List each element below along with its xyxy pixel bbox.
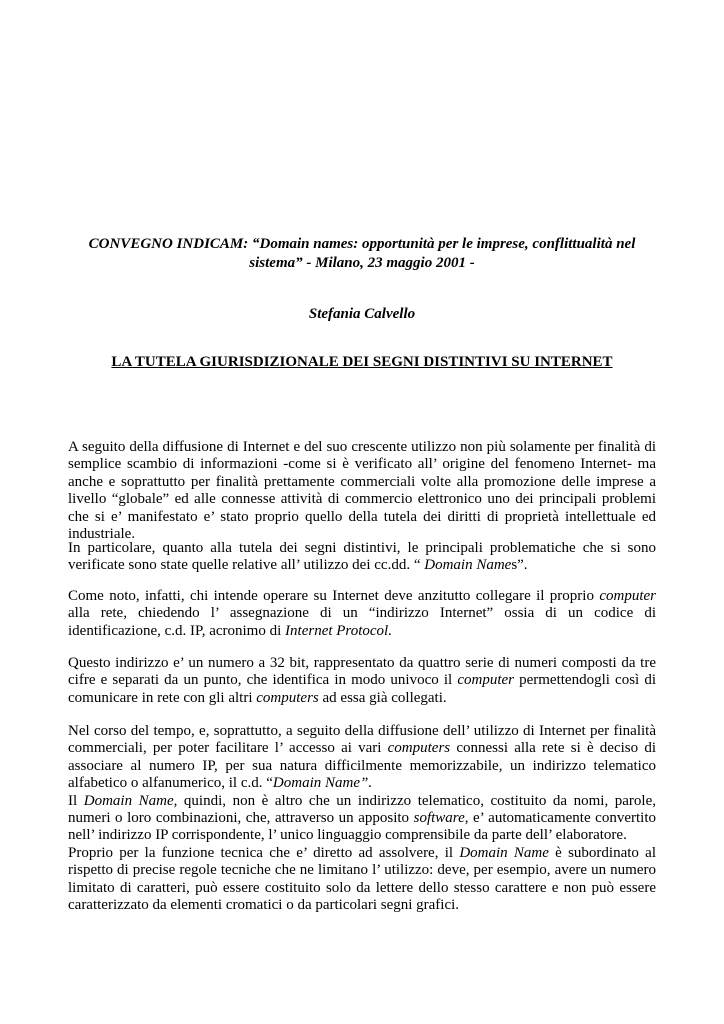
paragraph-3-part-d: Internet Protocol.	[285, 622, 392, 639]
paragraph-7-part-c: è subordinato al rispetto di precise regole tecniche che ne limitano l’ utilizzo: deve, per esempio, avere un numero limitato di caratteri, può essere costituito solo da lettere dello stesso carattere e non può essere caratterizzato da elementi cromatici o da particolari segni grafici.	[68, 844, 657, 914]
conference-header	[68, 235, 656, 273]
paragraph-7-text	[68, 845, 656, 915]
paragraph-3-part-a: Come noto, infatti, chi intende operare su Internet deve anzitutto collegare il proprio	[68, 588, 600, 604]
paragraph-6-part-b: Domain Name,	[83, 792, 178, 809]
paragraph-3	[68, 588, 656, 640]
paragraph-6-part-c: quindi, non è altro che un indirizzo telematico, costituito da nomi, parole, numeri o loro combinazioni, che, attraverso un apposito	[68, 792, 656, 827]
paragraph-5	[68, 723, 656, 914]
paragraph-1	[68, 439, 656, 543]
paragraph-5-part-d: Domain Name”.	[272, 775, 373, 792]
document-title: LA TUTELA GIURISDIZIONALE DEI SEGNI DISTINTIVI SU INTERNET	[111, 354, 613, 370]
paragraph-2-part-c: s”.	[511, 557, 528, 574]
paragraph-2	[68, 540, 656, 575]
paragraph-6-part-a: Il	[68, 792, 84, 809]
paragraph-4-part-e: ad essa già collegati.	[318, 689, 447, 706]
paragraph-4-part-b: computer	[457, 672, 514, 689]
paragraph-4-part-a: Questo indirizzo e’ un numero a 32 bit, rappresentato da quattro serie di numeri composti da tre cifre e separati da un punto, che identifica in modo univoco il	[68, 655, 656, 689]
paragraph-3-part-b: computer	[599, 588, 656, 604]
paragraph-2-text	[68, 540, 656, 575]
conference-header-line-1: CONVEGNO INDICAM: “Domain names: opportunità per le imprese, conflittualità nel	[88, 236, 636, 252]
paragraph-6-text	[68, 793, 656, 845]
paragraph-1-text: A seguito della diffusione di Internet e del suo crescente utilizzo non più solamente per finalità di semplice scambio di informazioni -come si è verificato all’ origine del fenomeno Internet- ma anche e soprattutto per finalità prettamente commerciali volte alla promozione delle imprese a livello “globale” ed alle connesse attività di commercio elettronico uno dei principali problemi che si e’ manifestato e’ stato proprio quello della tutela dei diritti di proprietà intellettuale ed industriale.	[68, 439, 656, 543]
paragraph-2-part-a: In particolare, quanto alla tutela dei segni distintivi, le principali problematiche che si sono verificate sono state quelle relative all’ utilizzo dei cc.dd. “	[68, 540, 656, 574]
paragraph-4	[68, 655, 656, 707]
paragraph-4-text	[68, 655, 656, 707]
paragraph-3-text	[68, 588, 656, 640]
paragraph-3-part-c: alla rete, chiedendo l’ assegnazione di un “indirizzo Internet” ossia di un codice di identificazione, c.d. IP, acronimo di	[68, 605, 656, 639]
paragraph-4-part-c: permettendogli così di comunicare in rete con gli altri	[68, 672, 657, 706]
paragraph-7-part-b: Domain Name	[459, 844, 549, 861]
paragraph-5-text	[68, 723, 656, 793]
paragraph-5-part-a: Nel corso del tempo, e, soprattutto, a seguito della diffusione dell’ utilizzo di Internet per finalità commerciali, per poter facilitare l’ accesso ai vari	[68, 723, 656, 757]
paragraph-2-part-b: Domain Name	[424, 557, 512, 574]
paragraph-6-part-d: software	[413, 810, 465, 827]
paragraph-6-part-e: , e’ automaticamente convertito nell’ indirizzo IP corrispondente, l’ unico linguaggio comprensibile da parte dell’ elaboratore.	[68, 810, 656, 844]
author-name: Stefania Calvello	[308, 306, 416, 322]
conference-header-line-2: sistema” - Milano, 23 maggio 2001 -	[249, 255, 475, 271]
paragraph-5-part-b: computers	[387, 740, 451, 757]
paragraph-7-part-a: Proprio per la funzione tecnica che e’ diretto ad assolvere, il	[68, 844, 460, 861]
paragraph-4-part-d: computers	[256, 689, 319, 706]
paragraph-5-part-c: connessi alla rete si è deciso di associare al numero IP, per sua natura difficilmente memorizzabile, un indirizzo telematico alfabetico o alfanumerico, il c.d. “	[68, 740, 656, 792]
